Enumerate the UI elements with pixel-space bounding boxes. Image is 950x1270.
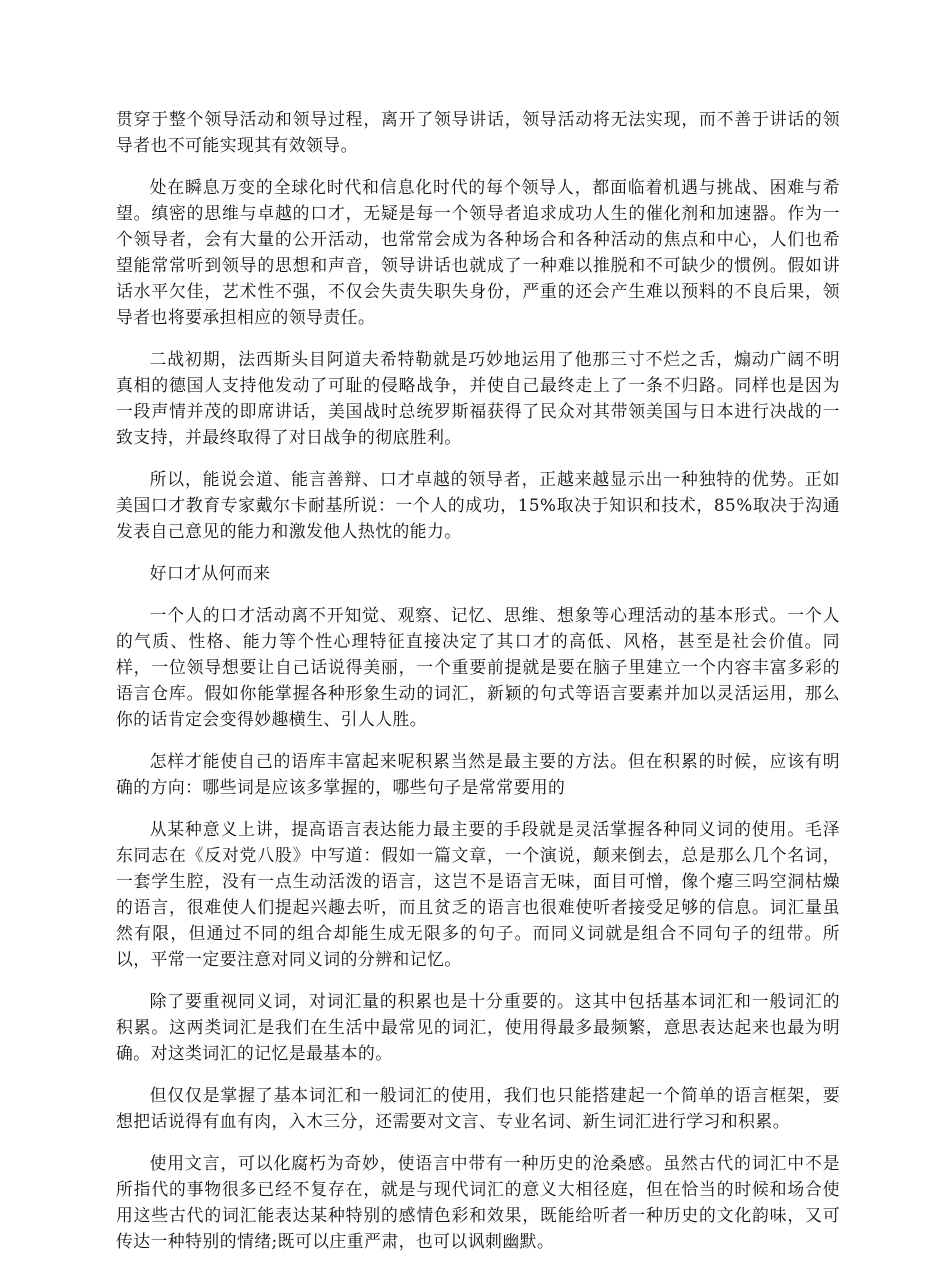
paragraph-7: 怎样才能使自己的语库丰富起来呢积累当然是最主要的方法。但在积累的时候，应该有明确的方向：哪些词是应该多掌握的，哪些句子是常常要用的 (116, 751, 840, 797)
paragraph-8: 从某种意义上讲，提高语言表达能力最主要的手段就是灵活掌握各种同义词的使用。毛泽东同志在《反对党八股》中写道：假如一篇文章，一个演说，颠来倒去，总是那么几个名词，一套学生腔，没有一点生动活泼的语言，这岂不是语言无味，面目可憎，像个瘪三吗空洞枯燥的语言，很难使人们提起兴趣去听，而且贫乏的语言也很难使听者接受足够的信息。词汇量虽然有限，但通过不同的组合却能生成无限多的句子。而同义词就是组合不同句子的纽带。所以，平常一定要注意对同义词的分辨和记忆。 (116, 819, 840, 969)
paragraph-9: 除了要重视同义词，对词汇量的积累也是十分重要的。这其中包括基本词汇和一般词汇的积累。这两类词汇是我们在生活中最常见的词汇，使用得最多最频繁，意思表达起来也最为明确。对这类词汇的记忆是最基本的。 (116, 991, 840, 1063)
paragraph-2: 处在瞬息万变的全球化时代和信息化时代的每个领导人，都面临着机遇与挑战、困难与希望。缜密的思维与卓越的口才，无疑是每一个领导者追求成功人生的催化剂和加速器。作为一个领导者，会有大量的公开活动，也常常会成为各种场合和各种活动的焦点和中心，人们也希望能常常听到领导的思想和声音，领导讲话也就成了一种难以推脱和不可缺少的惯例。假如讲话水平欠佳，艺术性不强，不仅会失责失职失身份，严重的还会产生难以预料的不良后果，领导者也将要承担相应的领导责任。 (116, 177, 840, 327)
paragraph-10: 但仅仅是掌握了基本词汇和一般词汇的使用，我们也只能搭建起一个简单的语言框架，要想把话说得有血有肉，入木三分，还需要对文言、专业名词、新生词汇进行学习和积累。 (116, 1085, 840, 1131)
document-body (116, 106, 840, 1270)
section-heading: 好口才从何而来 (149, 563, 271, 583)
paragraph-4: 所以，能说会道、能言善辩、口才卓越的领导者，正越来越显示出一种独特的优势。正如美国口才教育专家戴尔卡耐基所说：一个人的成功，15%取决于知识和技术，85%取决于沟通发表自己意见的能力和激发他人热忱的能力。 (116, 469, 840, 541)
paragraph-1: 贯穿于整个领导活动和领导过程，离开了领导讲话，领导活动将无法实现，而不善于讲话的领导者也不可能实现其有效领导。 (116, 109, 840, 155)
paragraph-11: 使用文言，可以化腐朽为奇妙，使语言中带有一种历史的沧桑感。虽然古代的词汇中不是所指代的事物很多已经不复存在，就是与现代词汇的意义大相径庭，但在恰当的时候和场合使用这些古代的词汇能表达某种特别的感情色彩和效果，既能给听者一种历史的文化韵味，又可传达一种特别的情绪;既可以庄重严肃，也可以讽刺幽默。 (116, 1153, 840, 1251)
paragraph-3: 二战初期，法西斯头目阿道夫希特勒就是巧妙地运用了他那三寸不烂之舌，煽动广阔不明真相的德国人支持他发动了可耻的侵略战争，并使自己最终走上了一条不归路。同样也是因为一段声情并茂的即席讲话，美国战时总统罗斯福获得了民众对其带领美国与日本进行决战的一致支持，并最终取得了对日战争的彻底胜利。 (116, 349, 840, 447)
paragraph-6: 一个人的口才活动离不开知觉、观察、记忆、思维、想象等心理活动的基本形式。一个人的气质、性格、能力等个性心理特征直接决定了其口才的高低、风格，甚至是社会价值。同样，一位领导想要让自己话说得美丽，一个重要前提就是要在脑子里建立一个内容丰富多彩的语言仓库。假如你能掌握各种形象生动的词汇，新颖的句式等语言要素并加以灵活运用，那么你的话肯定会变得妙趣横生、引人人胜。 (116, 605, 840, 729)
